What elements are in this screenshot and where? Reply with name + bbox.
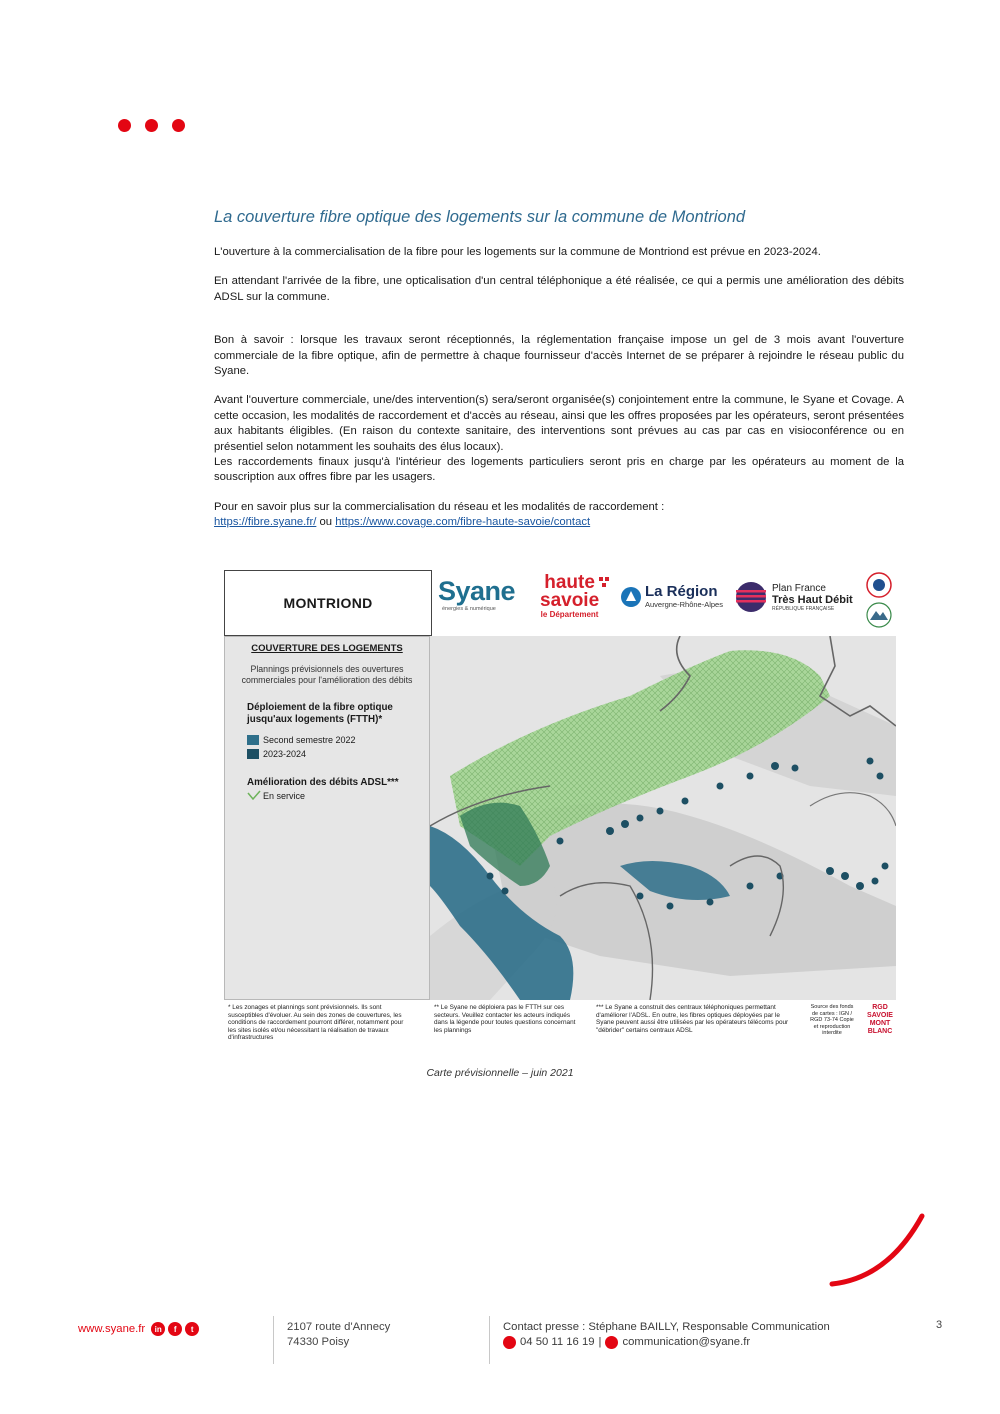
syane-logo: Syane énergies & numérique	[438, 576, 516, 612]
map-footnotes	[224, 1002, 896, 1048]
article-body	[214, 207, 904, 545]
links-line	[214, 515, 904, 530]
link-covage[interactable]: https://www.covage.com/fibre-haute-savoie/contact	[335, 516, 591, 529]
footnote-2: ** Le Syane ne déploiera pas le FTTH sur ces secteurs. Veuillez contacter les acteurs indiqués dans la légende pour toutes questions concernant les plannings	[434, 1004, 576, 1034]
topographic-map	[430, 636, 896, 1000]
decorative-red-dots	[118, 119, 185, 132]
footnote-1: * Les zonages et plannings sont prévisionnels. Ils sont susceptibles d'évoluer. Au sein des zones de couvertures, les conditions de raccordement pourront différer, notamment pour les sites isolés et/ou nécessitant la réalisation de travaux d'infrastructures	[228, 1004, 404, 1042]
phone-icon	[503, 1336, 516, 1349]
footer-phone-email-line	[503, 1335, 830, 1350]
section-title: La couverture fibre optique des logements sur la commune de Montriond	[214, 208, 746, 226]
map-commune-title: MONTRIOND	[224, 570, 432, 636]
paragraph-bon-a-savoir: Bon à savoir : lorsque les travaux seront réceptionnés, la réglementation française impose un gel de 3 mois avant l'ouverture commerciale de la fibre optique, afin de permettre à chaque fournisseur d'accès Internet de se préparer à rejoindre le réseau public du Syane.	[214, 334, 904, 378]
footer-address: 2107 route d'Annecy 74330 Poisy	[287, 1321, 391, 1348]
link-separator: ou	[316, 516, 336, 529]
twitter-icon[interactable]: t	[185, 1322, 199, 1336]
footer-contact-line: Contact presse : Stéphane BAILLY, Responsable Communication	[503, 1321, 830, 1333]
footnote-3: *** Le Syane a construit des centraux téléphoniques permettant d'améliorer l'ADSL. En outre, les fibres optiques déployées par le Syane peuvent aussi être utilisées par les opérateurs télécoms pour "débrider" certains centraux ADSL	[596, 1004, 789, 1034]
footer-contact	[503, 1320, 830, 1350]
email-icon	[605, 1336, 618, 1349]
footer-email[interactable]: communication@syane.fr	[622, 1336, 751, 1348]
legend-swatch-2022	[247, 735, 259, 745]
legend-adsl-heading: Amélioration des débits ADSL***	[247, 777, 399, 788]
paragraph-opening: L'ouverture à la commercialisation de la fibre pour les logements sur la commune de Montriond est prévue en 2023-2024.	[214, 246, 821, 258]
paragraph-raccordements: Les raccordements finaux jusqu'à l'intérieur des logements particuliers seront pris en charge par les opérateurs au moment de la souscription aux offres fibre par les usagers.	[214, 456, 904, 484]
footer-divider	[489, 1316, 490, 1364]
cross-icon	[599, 574, 609, 584]
legend-item-en-service: En service	[247, 790, 429, 802]
legend-title: COUVERTURE DES LOGEMENTS	[251, 643, 403, 654]
legend-ftth-heading: Déploiement de la fibre optique jusqu'aux logements (FTTH)*	[247, 702, 393, 725]
footer-web	[78, 1322, 199, 1336]
plan-france-thd-logo: Plan France Très Haut Débit RÉPUBLIQUE FRANÇAISE	[734, 580, 853, 614]
page-footer	[0, 1316, 1000, 1376]
legend-swatch-2023-2024	[247, 749, 259, 759]
map-legend	[224, 636, 430, 1000]
paragraph-adsl: En attendant l'arrivée de la fibre, une opticalisation d'un central téléphonique a été réalisée, ce qui a permis une amélioration des débits ADSL sur la commune.	[214, 275, 904, 303]
region-emblem-icon	[620, 586, 642, 608]
la-region-logo: La Région Auvergne-Rhône-Alpes	[620, 584, 723, 609]
footer-phone: 04 50 11 16 19	[520, 1336, 595, 1348]
footer-pipe: |	[598, 1336, 602, 1348]
footer-website-link[interactable]: www.syane.fr	[78, 1323, 146, 1335]
linkedin-icon[interactable]: in	[151, 1322, 165, 1336]
legend-subtitle: Plannings prévisionnels des ouvertures commerciales pour l'amélioration des débits	[241, 664, 413, 685]
legend-item-2022: Second semestre 2022	[247, 735, 429, 745]
mountain-seal-icon	[866, 602, 892, 633]
paragraph-en-savoir-plus: Pour en savoir plus sur la commercialisation du réseau et les modalités de raccordement :	[214, 500, 665, 513]
footer-divider	[273, 1316, 274, 1364]
checkmark-icon	[247, 790, 263, 802]
footnote-source: Source des fonds de cartes : IGN / RGD 73-74 Copie et reproduction interdite	[810, 1004, 854, 1036]
dot	[172, 119, 185, 132]
haute-savoie-logo: haute savoie le Département	[540, 574, 599, 620]
coverage-map-figure	[224, 570, 896, 1048]
partner-seal-icon	[866, 572, 892, 603]
decorative-red-swoosh	[828, 1212, 928, 1292]
rgd-logo: RGD SAVOIE MONT BLANC	[867, 1004, 893, 1035]
facebook-icon[interactable]: f	[168, 1322, 182, 1336]
map-caption: Carte prévisionnelle – juin 2021	[426, 1067, 574, 1079]
partner-logos	[434, 570, 896, 634]
map-graphic	[430, 636, 896, 1000]
link-fibre-syane[interactable]: https://fibre.syane.fr/	[214, 516, 317, 529]
dot	[145, 119, 158, 132]
page-number: 3	[936, 1319, 943, 1331]
plan-france-emblem-icon	[734, 580, 768, 614]
legend-item-2023-2024: 2023-2024	[247, 749, 429, 759]
paragraph-intervention: Avant l'ouverture commerciale, une/des intervention(s) sera/seront organisée(s) conjointement entre la commune, le Syane et Covage. A cette occasion, les modalités de raccordement et d'accès au réseau, ainsi que les offres proposées par les opérateurs, seront présentées aux habitants éligibles. (En raison du contexte sanitaire, des interventions sont prévues au cas par cas en visioconférence ou en présentiel selon notamment les souhaits des élus locaux).	[214, 394, 904, 453]
dot	[118, 119, 131, 132]
